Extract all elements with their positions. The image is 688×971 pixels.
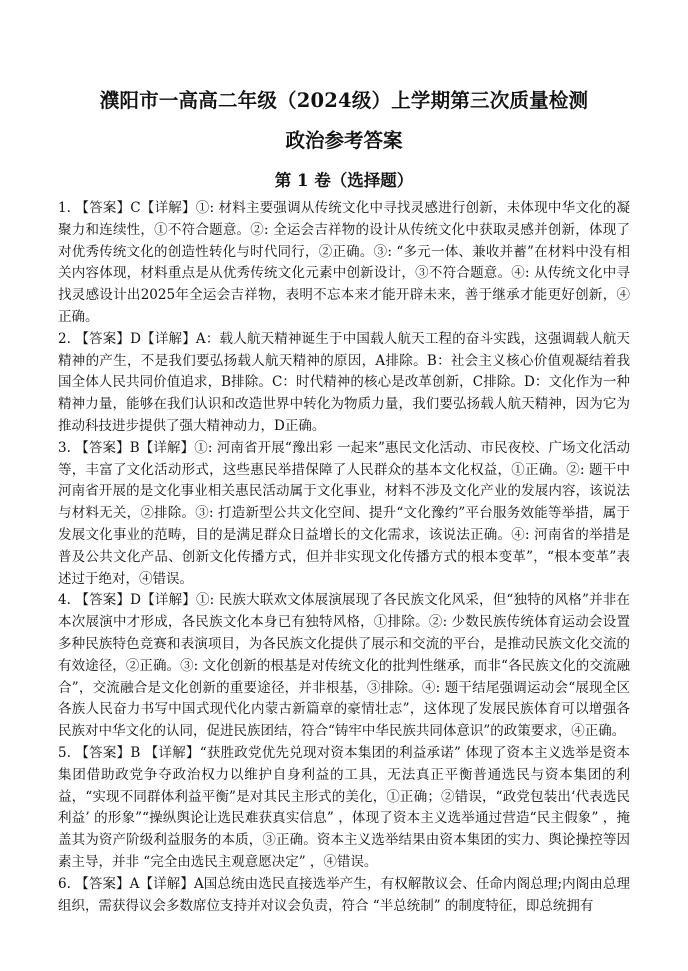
page-title: 濮阳市一高高二年级（2024级）上学期第三次质量检测 [99,89,589,112]
section-heading: 第 1 卷（选择题） [274,171,414,190]
answer-item-4: 4. 【答案】D【详解】①: 民族大联欢文体展演展现了各民族文化风采，但“独特的风格”并非在本次展演中才形成，各民族文化本身已有独特风格，①排除。②: 少数民族传统体育运动会设置多种民族特色竞赛和表演项目，为各民族文化提供了展示和交流的平台，是推动民族文化交流的有效途径，②正确。③: 文化创新的根基是对传统文化的批判性继承，而非“各民族文化的交流融合”，交流融合是文化创新的重要途径，并非根基，③排除。④: 题干结尾强调运动会“展现全区各族人民奋力书写中国式现代化内蒙古新篇章的豪情壮志”，这体现了发展民族体育可以增强各民族对中华文化的认同，促进民族团结，符合“铸牢中华民族共同体意识”的政策要求，④正确。 [58,592,630,740]
answer-item-2: 2. 【答案】D【详解】A：载人航天精神诞生于中国载人航天工程的奋斗实践，这强调载人航天精神的产生，不是我们要弘扬载人航天精神的原因，A排除。B：社会主义核心价值观凝结着我国全体人民共同价值追求，B排除。C：时代精神的核心是改革创新，C排除。D：文化作为一种精神力量，能够在我们认识和改造世界中转化为物质力量，我们要弘扬载人航天精神，因为它为推动科技进步提供了强大精神动力，D正确。 [58,330,630,434]
answer-item-1: 1. 【答案】C【详解】①: 材料主要强调从传统文化中寻找灵感进行创新，未体现中华文化的凝聚力和连续性，①不符合题意。②: 全运会吉祥物的设计从传统文化中获取灵感并创新，体现了对优秀传统文化的创造性转化与时代同行，②正确。③: “多元一体、兼收并蓄”在材料中没有相关内容体现，材料重点是从优秀传统文化元素中创新设计，③不符合题意。④: 从传统文化中寻找灵感设计出2025年全运会吉祥物，表明不忘本来才能开辟未来，善于继承才能更好创新，④正确。 [58,200,630,325]
answer-item-5: 5. 【答案】B 【详解】“获胜政党优先兑现对资本集团的利益承诺” 体现了资本主义选举是资本集团借助政党争夺政治权力以维护自身利益的工具，无法真正平衡普通选民与资本集团的利益，“实现不同群体利益平衡”是对其民主形式的美化，①正确；②错误，“政党包装出‘代表选民利益’ 的形象”“操纵舆论让选民难获真实信息” ，体现了资本主义选举通过营造“民主假象” ，掩盖其为资产阶级利益服务的本质，③正确。资本主义选举结果由资本集团的实力、舆论操控等因素主导，并非 “完全由选民主观意愿决定” ，④错误。 [58,744,630,870]
page-subtitle: 政治参考答案 [285,129,403,152]
answer-item-6: 6. 【答案】A【详解】A国总统由选民直接选举产生，有权解散议会、任命内阁总理;内阁由总理组织，需获得议会多数席位支持并对议会负责，符合 “半总统制” 的制度特征，即总统拥有 [58,875,630,914]
answer-list [58,198,630,917]
answer-item-3: 3. 【答案】B【详解】①: 河南省开展“豫出彩 一起来”惠民文化活动、市民夜校、广场文化活动等，丰富了文化活动形式，这些惠民举措保障了人民群众的基本文化权益，①正确。②: 题干中河南省开展的是文化事业相关惠民活动属于文化事业，材料不涉及文化产业的发展内容，该说法与材料无关，②排除。③: 打造新型公共文化空间、提升“文化豫约”平台服务效能等举措，属于发展文化事业的范畴，目的是满足群众日益增长的文化需求，该说法正确。④: 河南省的举措是普及公共文化产品、创新文化传播方式，但并非实现文化传播方式的根本变革”，“根本变革”表述过于绝对，④错误。 [58,439,630,587]
